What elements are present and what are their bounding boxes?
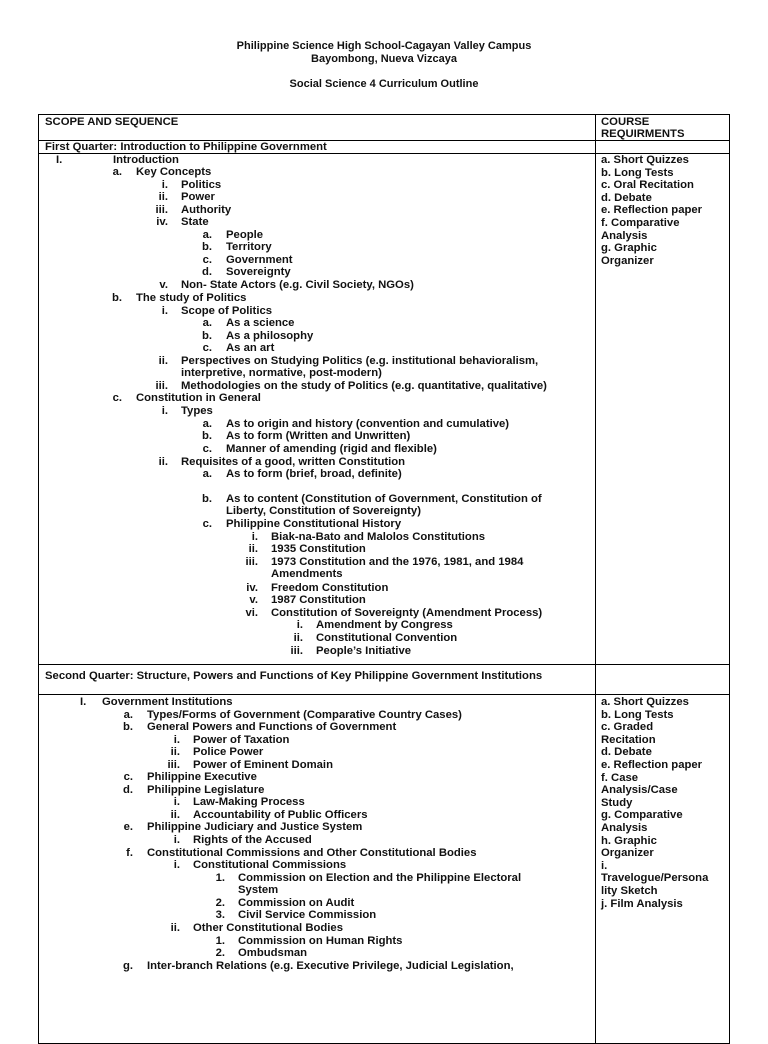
outline-marker: i. xyxy=(161,179,168,191)
outline-item: Commission on Human Rights xyxy=(238,935,403,947)
outline-item: The study of Politics xyxy=(136,292,247,304)
outline-item: Commission on Audit xyxy=(238,897,355,909)
course-requirements-header: COURSE xyxy=(601,116,650,128)
outline-marker: iii. xyxy=(155,380,168,392)
outline-marker: b. xyxy=(201,330,212,342)
outline-marker: a. xyxy=(202,229,212,241)
outline-marker: i. xyxy=(161,405,168,417)
outline-item: Types/Forms of Government (Comparative Country Cases) xyxy=(147,709,462,721)
requirement-item: Organizer xyxy=(601,254,654,267)
outline-item: System xyxy=(238,884,279,896)
outline-marker: c. xyxy=(112,392,122,404)
requirement-item: Travelogue/Persona xyxy=(601,872,709,885)
outline-marker: a. xyxy=(202,468,212,480)
outline-marker: e. xyxy=(123,821,133,833)
outline-item: Ombudsman xyxy=(238,947,308,959)
outline-item: 1987 Constitution xyxy=(271,594,366,606)
outline-marker: b. xyxy=(201,430,212,442)
requirement-item: f. Comparative xyxy=(601,216,680,229)
outline-marker: i. xyxy=(173,834,180,846)
outline-marker: c. xyxy=(123,771,133,783)
requirement-item: c. Oral Recitation xyxy=(601,179,694,192)
outline-item: Law-Making Process xyxy=(193,796,305,808)
outline-marker: 1. xyxy=(215,935,225,947)
outline-item: Power xyxy=(181,191,215,203)
outline-marker: c. xyxy=(202,518,212,530)
outline-item: Accountability of Public Officers xyxy=(193,809,368,821)
outline-item: People’s Initiative xyxy=(316,645,412,657)
outline-marker: iv. xyxy=(246,582,258,594)
requirement-item: j. Film Analysis xyxy=(601,897,683,910)
outline-item: As a science xyxy=(226,317,295,329)
outline-item: 1973 Constitution and the 1976, 1981, and 1984 xyxy=(271,556,524,568)
outline-item: Government xyxy=(226,254,293,266)
outline-marker: b. xyxy=(122,721,133,733)
outline-marker: d. xyxy=(122,784,133,796)
outline-marker: 2. xyxy=(215,947,225,959)
requirement-item: d. Debate xyxy=(601,191,652,204)
outline-marker: b. xyxy=(201,241,212,253)
outline-marker: a. xyxy=(123,709,133,721)
outline-marker: i. xyxy=(173,796,180,808)
outline-item: Non- State Actors (e.g. Civil Society, NGOs) xyxy=(181,279,414,291)
outline-marker: i. xyxy=(173,859,180,871)
outline-marker: a. xyxy=(202,418,212,430)
outline-marker: 1. xyxy=(215,872,225,884)
column-divider xyxy=(595,114,596,1044)
school-name: Philippine Science High School-Cagayan Valley Campus xyxy=(236,40,532,52)
outline-item: Amendments xyxy=(271,568,343,580)
outline-marker: ii. xyxy=(170,746,180,758)
outline-marker: v. xyxy=(159,279,168,291)
requirement-item: i. xyxy=(601,859,608,872)
outline-marker: vi. xyxy=(245,607,258,619)
outline-marker: I. xyxy=(56,154,63,166)
requirement-item: e. Reflection paper xyxy=(601,204,703,217)
requirement-item: Organizer xyxy=(601,847,654,860)
requirement-item: Analysis/Case xyxy=(601,784,678,797)
outline-marker: iv. xyxy=(156,216,168,228)
outline-item: As to origin and history (convention and cumulative) xyxy=(226,418,510,430)
outline-marker: iii. xyxy=(245,556,258,568)
outline-marker: a. xyxy=(112,166,122,178)
outline-item: Perspectives on Studying Politics (e.g. institutional behavioralism, xyxy=(181,355,539,367)
course-requirements-header: REQUIRMENTS xyxy=(601,128,685,140)
outline-marker: c. xyxy=(202,443,212,455)
outline-marker: ii. xyxy=(170,922,180,934)
outline-item: People xyxy=(226,229,264,241)
requirement-item: Recitation xyxy=(601,733,656,746)
outline-item: Constitution in General xyxy=(136,392,261,404)
outline-item: As to form (Written and Unwritten) xyxy=(226,430,411,442)
outline-item: Constitutional Commissions xyxy=(193,859,347,871)
outline-item: Philippine Judiciary and Justice System xyxy=(147,821,363,833)
row-divider xyxy=(38,664,730,665)
outline-item: Constitutional Commissions and Other Constitutional Bodies xyxy=(147,847,477,859)
outline-marker: ii. xyxy=(248,543,258,555)
requirement-item: b. Long Tests xyxy=(601,166,674,179)
outline-item: Types xyxy=(181,405,213,417)
outline-item: As an art xyxy=(226,342,275,354)
outline-item: Philippine Constitutional History xyxy=(226,518,402,530)
outline-item: Police Power xyxy=(193,746,264,758)
outline-item: Introduction xyxy=(113,154,179,166)
outline-marker: ii. xyxy=(158,355,168,367)
outline-item: Methodologies on the study of Politics (e.g. quantitative, qualitative) xyxy=(181,380,547,392)
outline-marker: b. xyxy=(111,292,122,304)
outline-item: Requisites of a good, written Constitution xyxy=(181,456,406,468)
outline-item: Scope of Politics xyxy=(181,305,273,317)
outline-marker: g. xyxy=(122,960,133,972)
requirement-item: d. Debate xyxy=(601,746,652,759)
outline-item: Inter-branch Relations (e.g. Executive Privilege, Judicial Legislation, xyxy=(147,960,514,972)
outline-marker: i. xyxy=(161,305,168,317)
outline-item: Territory xyxy=(226,241,272,253)
requirement-item: Analysis xyxy=(601,229,648,242)
row-divider xyxy=(38,694,730,695)
outline-item: As to content (Constitution of Government, Constitution of xyxy=(226,493,542,505)
outline-marker: c. xyxy=(202,254,212,266)
requirement-item: g. Graphic xyxy=(601,242,657,255)
school-location: Bayombong, Nueva Vizcaya xyxy=(311,53,457,65)
outline-marker: ii. xyxy=(158,191,168,203)
outline-marker: c. xyxy=(202,342,212,354)
outline-item: Liberty, Constitution of Sovereignty) xyxy=(226,505,421,517)
outline-marker: ii. xyxy=(158,456,168,468)
outline-marker: 3. xyxy=(215,909,225,921)
second-quarter-title: Second Quarter: Structure, Powers and Functions of Key Philippine Government Institutions xyxy=(45,670,543,682)
first-quarter-title: First Quarter: Introduction to Philippine Government xyxy=(45,141,327,153)
outline-item: Amendment by Congress xyxy=(316,619,453,631)
outline-item: Sovereignty xyxy=(226,266,291,278)
outline-marker: I. xyxy=(80,696,87,708)
outline-marker: d. xyxy=(201,266,212,278)
outline-marker: f. xyxy=(126,847,133,859)
requirement-item: c. Graded xyxy=(601,721,654,734)
outline-item: State xyxy=(181,216,209,228)
outline-item: Constitutional Convention xyxy=(316,632,458,644)
outline-item: Philippine Executive xyxy=(147,771,257,783)
outline-marker: iii. xyxy=(167,759,180,771)
requirement-item: f. Case xyxy=(601,771,639,784)
outline-item: Government Institutions xyxy=(102,696,233,708)
outline-item: Civil Service Commission xyxy=(238,909,377,921)
requirement-item: Analysis xyxy=(601,821,648,834)
outline-item: Freedom Constitution xyxy=(271,582,389,594)
outline-item: Politics xyxy=(181,179,222,191)
outline-item: Commission on Election and the Philippine Electoral xyxy=(238,872,522,884)
outline-item: Biak-na-Bato and Malolos Constitutions xyxy=(271,531,486,543)
outline-item: Power of Eminent Domain xyxy=(193,759,333,771)
outline-item: Philippine Legislature xyxy=(147,784,265,796)
outline-item: As a philosophy xyxy=(226,330,314,342)
requirement-item: Study xyxy=(601,796,633,809)
outline-item: As to form (brief, broad, definite) xyxy=(226,468,402,480)
outline-marker: v. xyxy=(249,594,258,606)
outline-item: General Powers and Functions of Government xyxy=(147,721,397,733)
outline-item: interpretive, normative, post-modern) xyxy=(181,367,382,379)
requirement-item: a. Short Quizzes xyxy=(601,696,689,708)
outline-marker: 2. xyxy=(215,897,225,909)
outline-marker: i. xyxy=(296,619,303,631)
requirement-item: b. Long Tests xyxy=(601,708,674,721)
requirement-item: lity Sketch xyxy=(601,884,658,897)
requirement-item: a. Short Quizzes xyxy=(601,154,689,166)
document-title: Social Science 4 Curriculum Outline xyxy=(289,78,479,90)
outline-item: Other Constitutional Bodies xyxy=(193,922,343,934)
outline-item: Constitution of Sovereignty (Amendment Process) xyxy=(271,607,543,619)
second-quarter-requirements xyxy=(601,696,708,910)
requirement-item: h. Graphic xyxy=(601,834,657,847)
outline-item: Key Concepts xyxy=(136,166,212,178)
outline-item: Manner of amending (rigid and flexible) xyxy=(226,443,437,455)
outline-marker: a. xyxy=(202,317,212,329)
requirement-item: e. Reflection paper xyxy=(601,758,703,771)
outline-item: Rights of the Accused xyxy=(193,834,312,846)
requirement-item: g. Comparative xyxy=(601,809,683,822)
outline-marker: b. xyxy=(201,493,212,505)
outline-marker: iii. xyxy=(290,645,303,657)
outline-marker: iii. xyxy=(155,204,168,216)
outline-item: Authority xyxy=(181,204,232,216)
outline-item: Power of Taxation xyxy=(193,734,290,746)
outline-item: 1935 Constitution xyxy=(271,543,366,555)
outline-marker: i. xyxy=(251,531,258,543)
scope-sequence-header: SCOPE AND SEQUENCE xyxy=(45,116,179,128)
outline-marker: ii. xyxy=(293,632,303,644)
outline-marker: ii. xyxy=(170,809,180,821)
first-quarter-requirements xyxy=(601,154,702,267)
outline-marker: i. xyxy=(173,734,180,746)
